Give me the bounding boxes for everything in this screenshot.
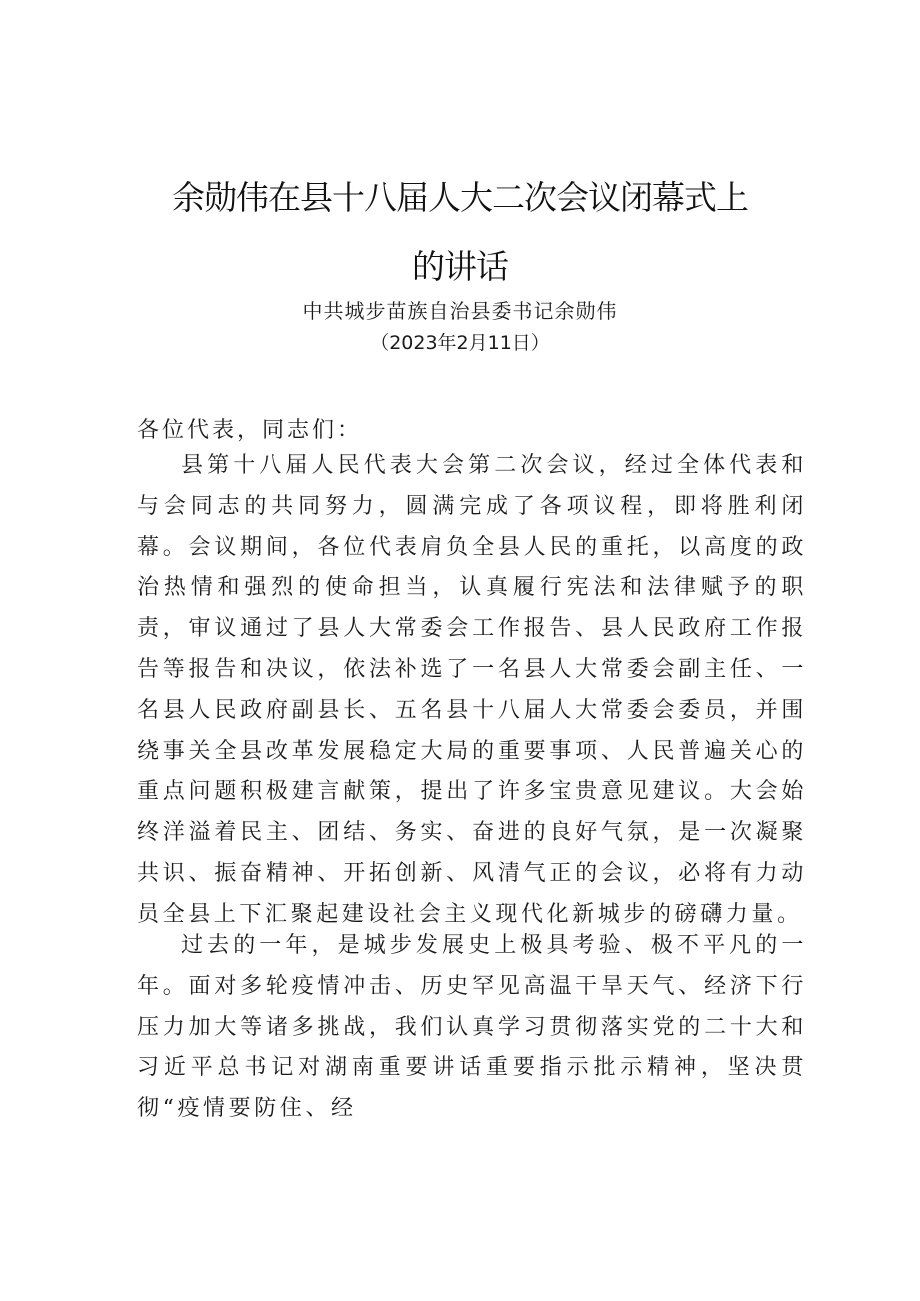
document-title-line-2: 的讲话	[412, 247, 508, 286]
body-paragraph-1: 县第十八届人民代表大会第二次会议，经过全体代表和与会同志的共同努力，圆满完成了各项议程，即将胜利闭幕。会议期间，各位代表肩负全县人民的重托，以高度的政治热情和强烈的使命担当，认真履行宪法和法律赋予的职责，审议通过了县人大常委会工作报告、县人民政府工作报告等报告和决议，依法补选了一名县人大常委会副主任、一名县人民政府副县长、五名县十八届人大常委会委员，并围绕事关全县改革发展稳定大局的重要事项、人民普遍关心的重点问题积极建言献策，提出了许多宝贵意见建议。大会始终洋溢着民主、团结、务实、奋进的良好气氛，是一次凝聚共识、振奋精神、开拓创新、风清气正的会议，必将有力动员全县上下汇聚起建设社会主义现代化新城步的磅礴力量。	[137, 453, 807, 927]
salutation: 各位代表，同志们：	[137, 418, 363, 443]
body-paragraph-2: 过去的一年，是城步发展史上极具考验、极不平凡的一年。面对多轮疫情冲击、历史罕见高温干旱天气、经济下行压力加大等诸多挑战，我们认真学习贯彻落实党的二十大和习近平总书记对湖南重要讲话重要指示批示精神，坚决贯彻“疫情要防住、经	[137, 933, 807, 1122]
document-title-line-1: 余勋伟在县十八届人大二次会议闭幕式上	[172, 178, 748, 217]
document-author: 中共城步苗族自治县委书记余勋伟	[302, 299, 618, 323]
document-date: （2023年2月11日）	[370, 332, 550, 354]
